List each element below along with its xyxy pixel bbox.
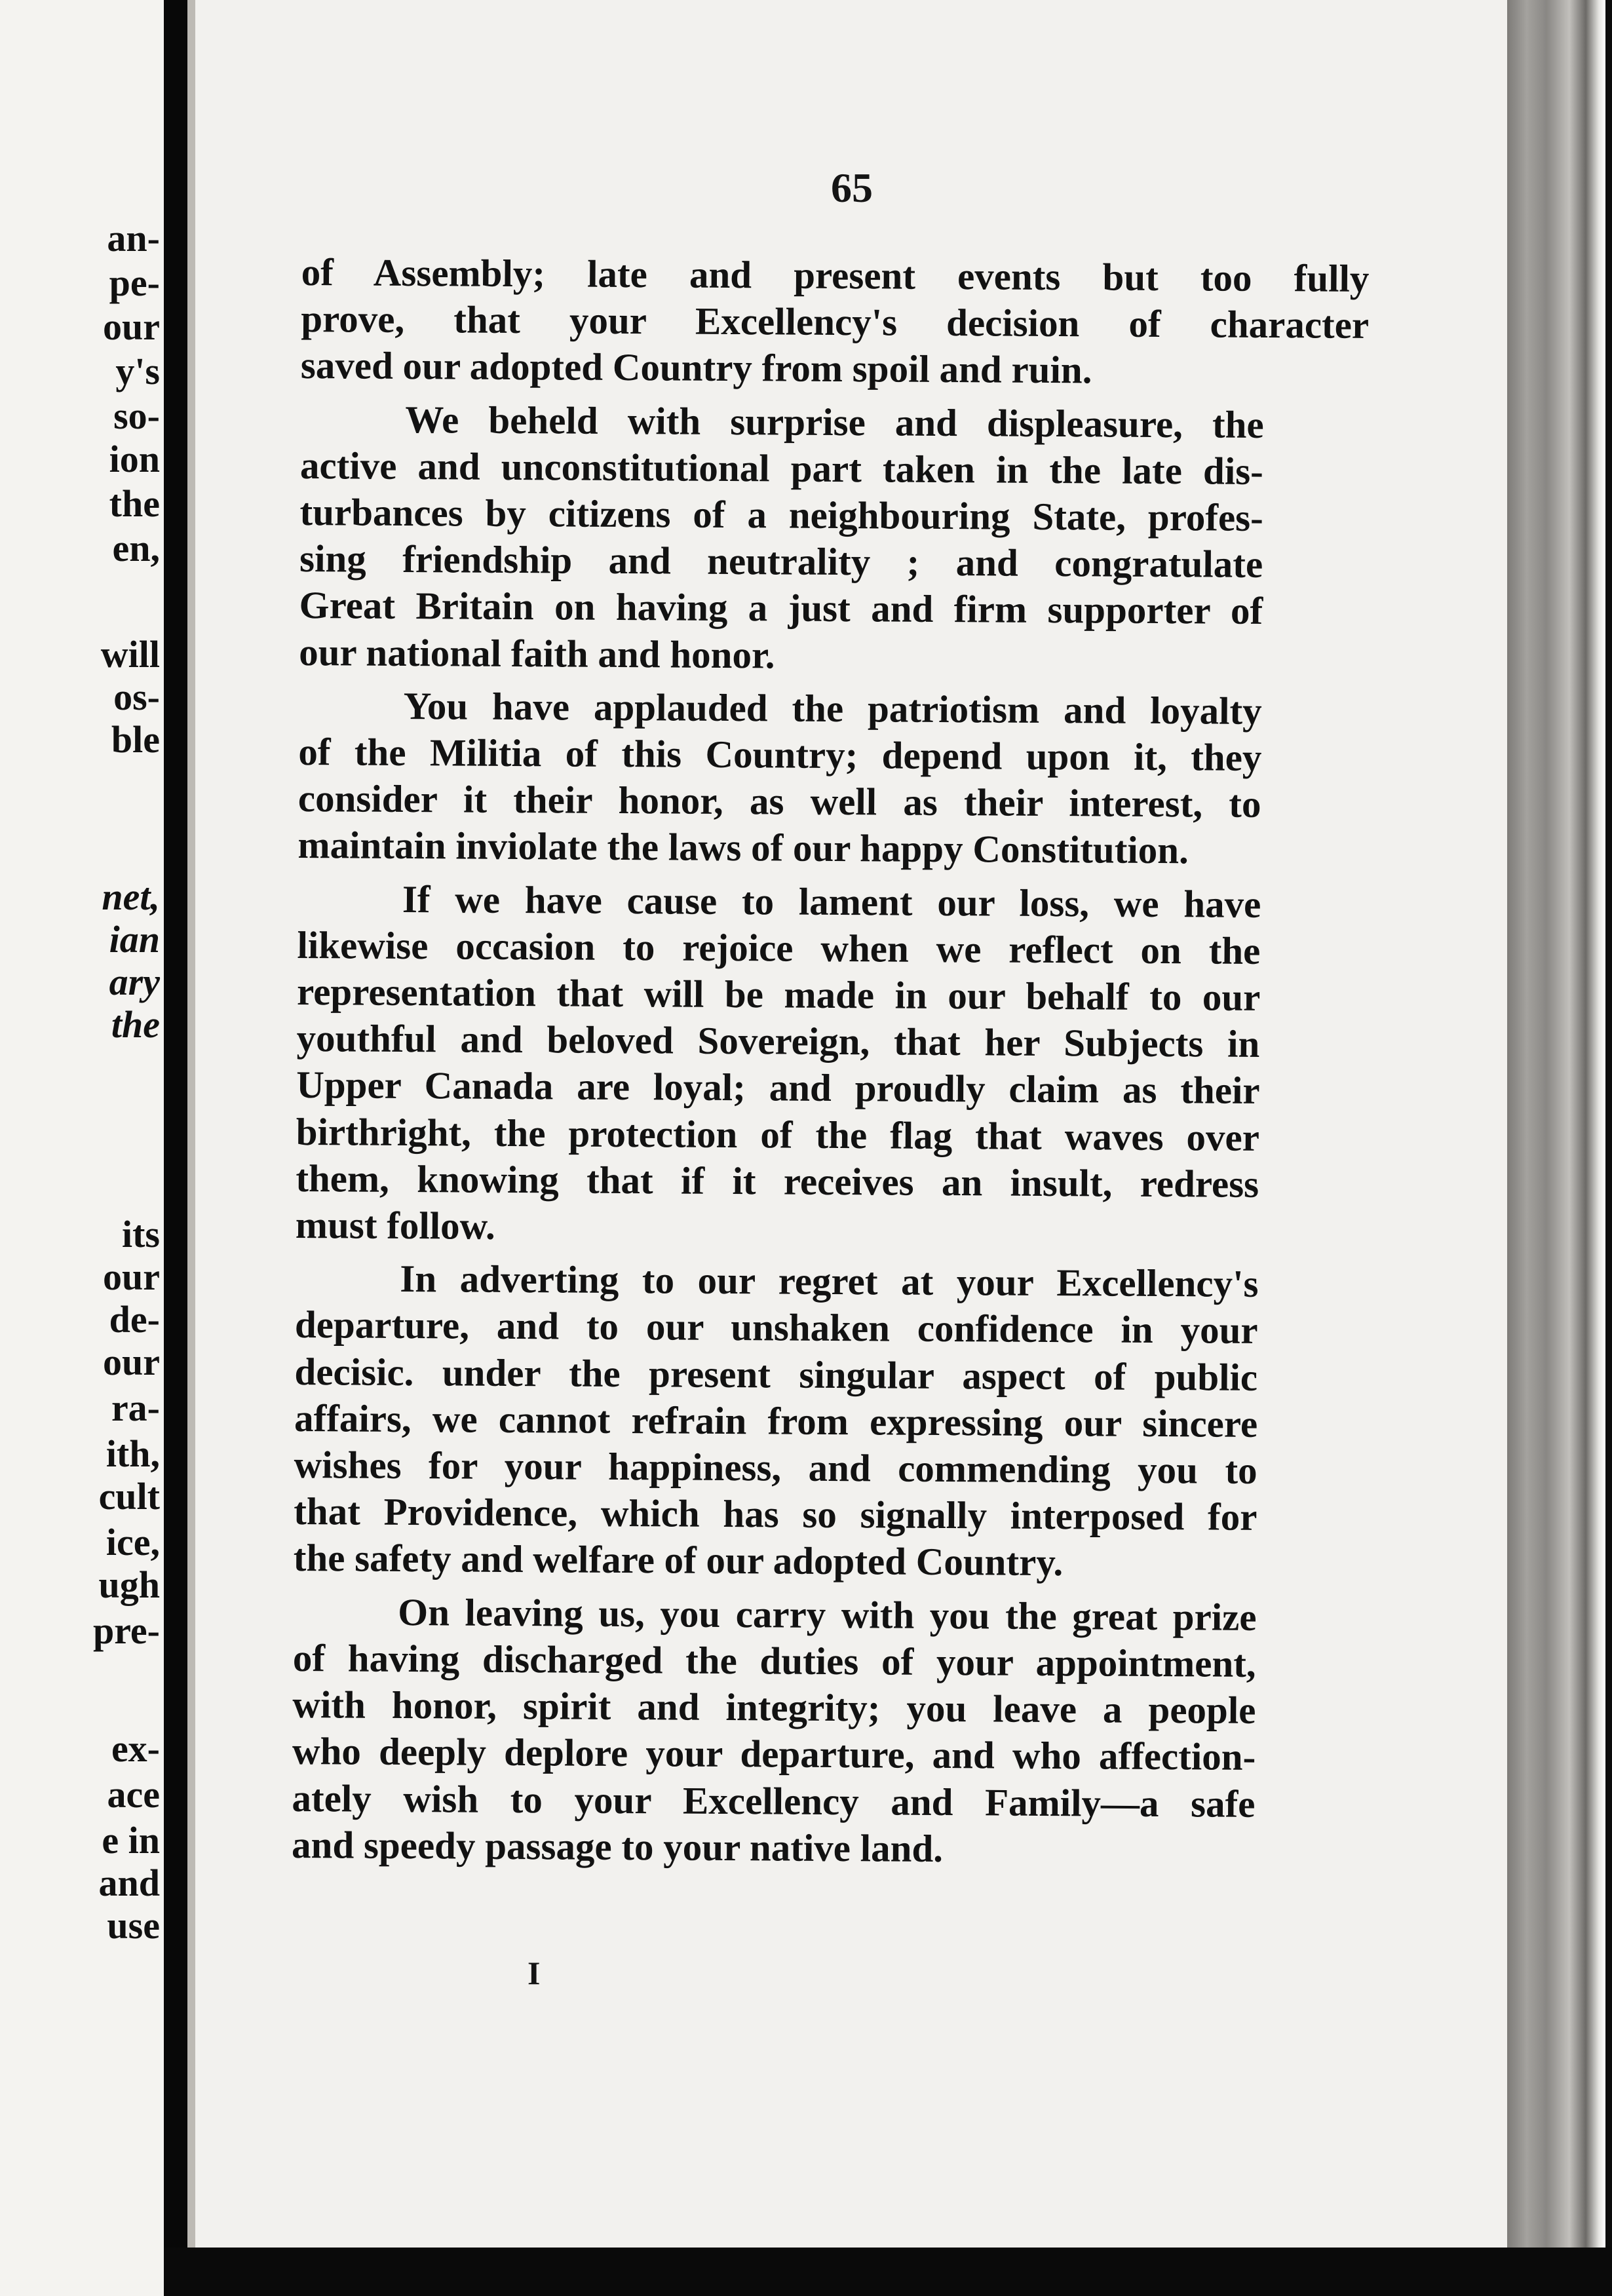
facing-page-text-fragment: net, [102,875,160,918]
facing-page-text-fragment: ion [109,438,160,480]
text-line: representation that will be made in our behalf to our [296,970,1261,1020]
facing-page-text-fragment: will [100,633,160,676]
facing-page-text-fragment: the [111,1003,160,1046]
paragraph [294,1255,1364,1588]
text-line: of Assembly; late and present events but too fully [301,250,1370,300]
text-line: the safety and welfare of our adopted Country. [293,1536,1064,1584]
text-line: of having discharged the duties of your appointment, [292,1636,1256,1685]
facing-page-text-fragment: ary [109,961,160,1003]
page-number: 65 [831,164,873,211]
facing-page-text-fragment: ra- [111,1387,160,1429]
facing-page-text-fragment: ian [109,918,160,961]
text-line: affairs, we cannot refrain from expressing our sincere [294,1396,1258,1445]
facing-page-text-fragment: en, [112,527,160,569]
facing-page-text-fragment: pe- [109,261,160,304]
text-line: with honor, spirit and integrity; you leave a people [292,1683,1256,1732]
facing-page-text-fragment: so- [113,394,160,437]
facing-page-text-fragment: use [107,1904,160,1947]
scan-border [164,2248,1612,2296]
text-line: that Providence, which has so signally interposed for [294,1489,1257,1539]
facing-page-text-fragment: de- [109,1298,160,1341]
text-line: youthful and beloved Sovereign, that her Subjects in [296,1016,1260,1066]
facing-page-text-fragment: e in [102,1819,160,1862]
facing-page-text-fragment: cult [98,1475,160,1518]
facing-page-text-fragment: os- [113,676,160,718]
text-line: decisic. under the present singular aspect of public [294,1349,1258,1399]
facing-page-text-fragment: the [109,482,160,525]
facing-page-text-fragment: ace [107,1773,160,1816]
paragraph [301,249,1370,396]
text-line: You have applauded the patriotism and loyalty [403,683,1262,733]
text-line: We beheld with surprise and displeasure, the [405,397,1264,446]
text-line: sing friendship and neutrality ; and congratulate [299,537,1263,586]
facing-page-fragment [0,0,164,2296]
text-line: must follow. [295,1203,495,1248]
facing-page-text-fragment: pre- [92,1609,160,1652]
facing-page-text-fragment: ice, [106,1521,160,1563]
text-line: In adverting to our regret at your Excellency's [400,1257,1259,1306]
signature-mark: I [528,1955,541,1991]
page-body-text [292,249,1370,1881]
facing-page-text-fragment: ex- [111,1727,160,1770]
facing-page-text-fragment: our [103,305,160,348]
text-line: Great Britain on having a just and firm supporter of [299,583,1263,633]
text-line: departure, and to our unshaken confidence in your [294,1303,1258,1352]
text-line: saved our adopted Country from spoil and ruin. [300,343,1092,392]
gutter-edge [187,0,195,2296]
page-edges [1507,0,1605,2267]
text-line: of the Militia of this Country; depend upon it, they [298,730,1262,779]
text-line: who deeply deplore your departure, and who affection- [292,1729,1256,1779]
text-line: ately wish to your Excellency and Family—a safe [292,1776,1256,1826]
paragraph [292,1588,1362,1875]
facing-page-text-fragment: our [103,1255,160,1298]
text-line: prove, that your Excellency's decision of character [301,297,1370,347]
text-line: maintain inviolate the laws of our happy Constitution. [297,823,1189,872]
facing-page-text-fragment: our [103,1341,160,1383]
facing-page-text-fragment: and [98,1862,160,1904]
paragraph [299,396,1369,682]
paragraph [296,875,1366,1255]
facing-page-text-fragment: ugh [98,1563,160,1606]
text-line: wishes for your happiness, and commending you to [294,1443,1257,1493]
text-line: them, knowing that if it receives an insult, redress [296,1156,1259,1206]
text-line: consider it their honor, as well as their interest, to [297,776,1261,826]
facing-page-text-fragment: ith, [106,1432,160,1475]
text-line: On leaving us, you carry with you the great prize [398,1590,1257,1639]
facing-page-text-fragment: ble [111,718,160,761]
text-line: turbances by citizens of a neighbouring State, profes- [299,490,1263,539]
text-line: our national faith and honor. [299,630,775,677]
text-line: Upper Canada are loyal; and proudly claim as their [296,1063,1260,1113]
paragraph [297,682,1367,875]
text-line: and speedy passage to your native land. [291,1822,944,1870]
text-line: birthright, the protection of the flag that waves over [296,1109,1260,1159]
text-line: active and unconstitutional part taken in the late dis- [299,443,1264,493]
facing-page-text-fragment: its [122,1213,160,1255]
text-line: If we have cause to lament our loss, we have [402,877,1261,926]
text-line: likewise occasion to rejoice when we reflect on the [297,923,1261,972]
facing-page-text-fragment: an- [107,217,160,259]
facing-page-text-fragment: y's [115,350,160,392]
